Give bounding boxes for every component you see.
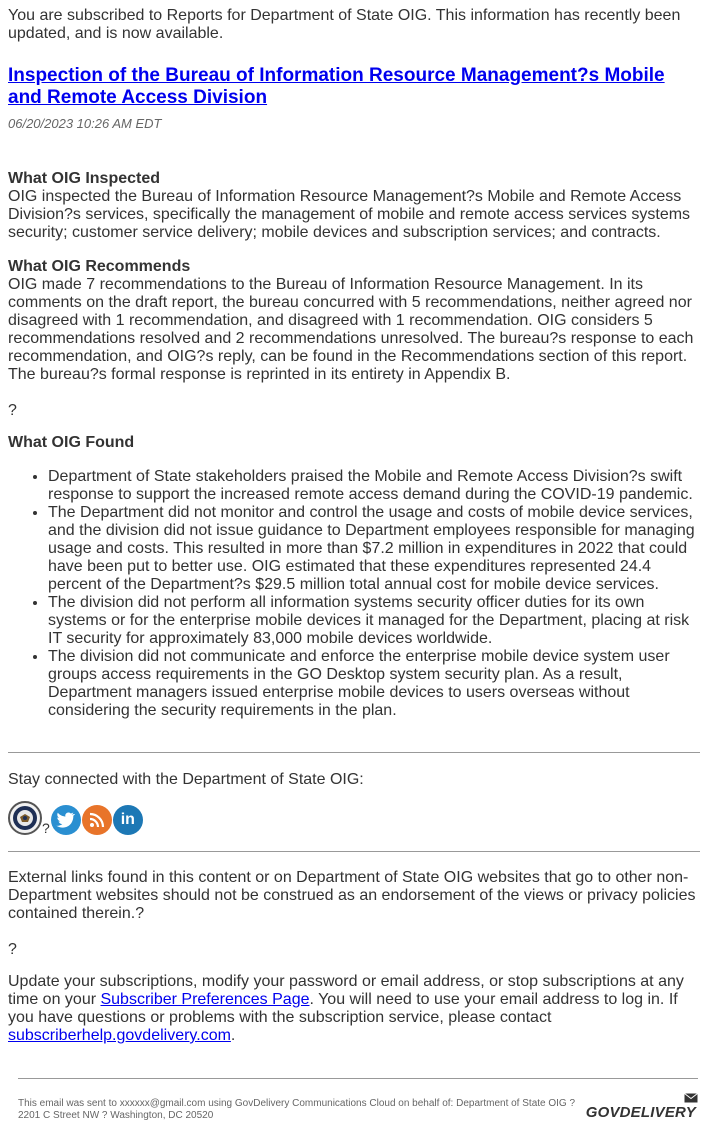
footer-divider [18, 1078, 698, 1079]
subscriber-help-link[interactable]: subscriberhelp.govdelivery.com [8, 1027, 231, 1044]
inspected-heading: What OIG Inspected [8, 170, 161, 187]
subscription-text-after: . [230, 1027, 236, 1044]
subscription-intro: You are subscribed to Reports for Department of State OIG. This information has recently been updated, and is now available. [8, 7, 681, 42]
found-heading: What OIG Found [8, 434, 135, 451]
list-item: • The Department did not monitor and control the usage and costs of mobile device services, and the division did not issue guidance to Department employees responsible for managing usage and costs. This resulted in more than $7.2 million in expenditures in 2022 that could have been put to better use. OIG estimated that these expenditures represented 24.4 percent of the Department?s $29.5 million total annual cost for mobile device services. [48, 504, 700, 594]
govdelivery-logo[interactable]: GOVDELIVERY [585, 1104, 696, 1121]
social-icons [8, 801, 700, 835]
rss-icon[interactable] [82, 805, 112, 835]
recommends-heading: What OIG Recommends [8, 258, 191, 275]
recommends-text: OIG made 7 recommendations to the Bureau of Information Resource Management. In its comments on the draft report, the bureau concurred with 5 recommendations, neither agreed nor disagreed with 1 recommendation, and disagreed with 1 recommendation. OIG considers 5 recommendations resolved and 2 recommendations unresolved. The bureau?s response to each recommendation, and OIG?s reply, can be found in the Recommendations section of this report. The bureau?s formal response is reprinted in its entirety in Appendix B. [8, 276, 694, 383]
footer-line-1: This email was sent to xxxxxx@gmail.com using GovDelivery Communications Cloud on behalf of: Department of State OIG ? [18, 1098, 576, 1109]
twitter-icon[interactable] [51, 805, 81, 835]
found-list [8, 468, 700, 720]
report-date: 06/20/2023 10:26 AM EDT [8, 116, 162, 131]
subscription-text-before: Update your subscriptions, modify your password or email address, or stop subscriptions at any time on your [8, 973, 684, 1008]
footer-line-2: 2201 C Street NW ? Washington, DC 20520 [18, 1110, 214, 1121]
envelope-icon [684, 1090, 698, 1108]
report-title-link[interactable]: Inspection of the Bureau of Information Resource Management?s Mobile and Remote Access Division [8, 65, 665, 108]
question-mark: ? [8, 402, 17, 419]
state-seal-icon[interactable] [8, 801, 42, 835]
disclaimer-text: External links found in this content or on Department of State OIG websites that go to other non-Department websites should not be construed as an endorsement of the views or privacy policies contained therein.? [8, 869, 696, 922]
list-item: • The division did not communicate and enforce the enterprise mobile device system user groups access requirements in the GO Desktop system security plan. As a result, Department managers issued enterprise mobile devices to users overseas without considering the security requirements in the plan. [48, 648, 700, 720]
linkedin-icon-text: in [120, 811, 135, 828]
list-item: • The division did not perform all information systems security officer duties for its own systems or for the enterprise mobile devices it managed for the Department, placing at risk IT security for approximately 83,000 mobile devices worldwide. [48, 594, 700, 648]
linkedin-icon[interactable] [113, 805, 143, 835]
subscription-text [8, 973, 700, 1045]
seal-question-mark: ? [42, 820, 50, 836]
subscription-text-middle: . You will need to use your email address to log in. If you have questions or problems with the subscription service, please contact [8, 991, 678, 1026]
footer [18, 1078, 698, 1122]
question-mark: ? [8, 941, 17, 958]
subscriber-preferences-link[interactable]: Subscriber Preferences Page [100, 991, 310, 1008]
inspected-text: OIG inspected the Bureau of Information Resource Management?s Mobile and Remote Access Division?s services, specifically the management of mobile and remote access services systems security; customer service delivery; mobile devices and subscription services; and contracts. [8, 188, 691, 241]
stay-connected-text: Stay connected with the Department of State OIG: [8, 771, 364, 788]
list-item: • Department of State stakeholders praised the Mobile and Remote Access Division?s swift response to support the increased remote access demand during the COVID-19 pandemic. [48, 468, 700, 504]
